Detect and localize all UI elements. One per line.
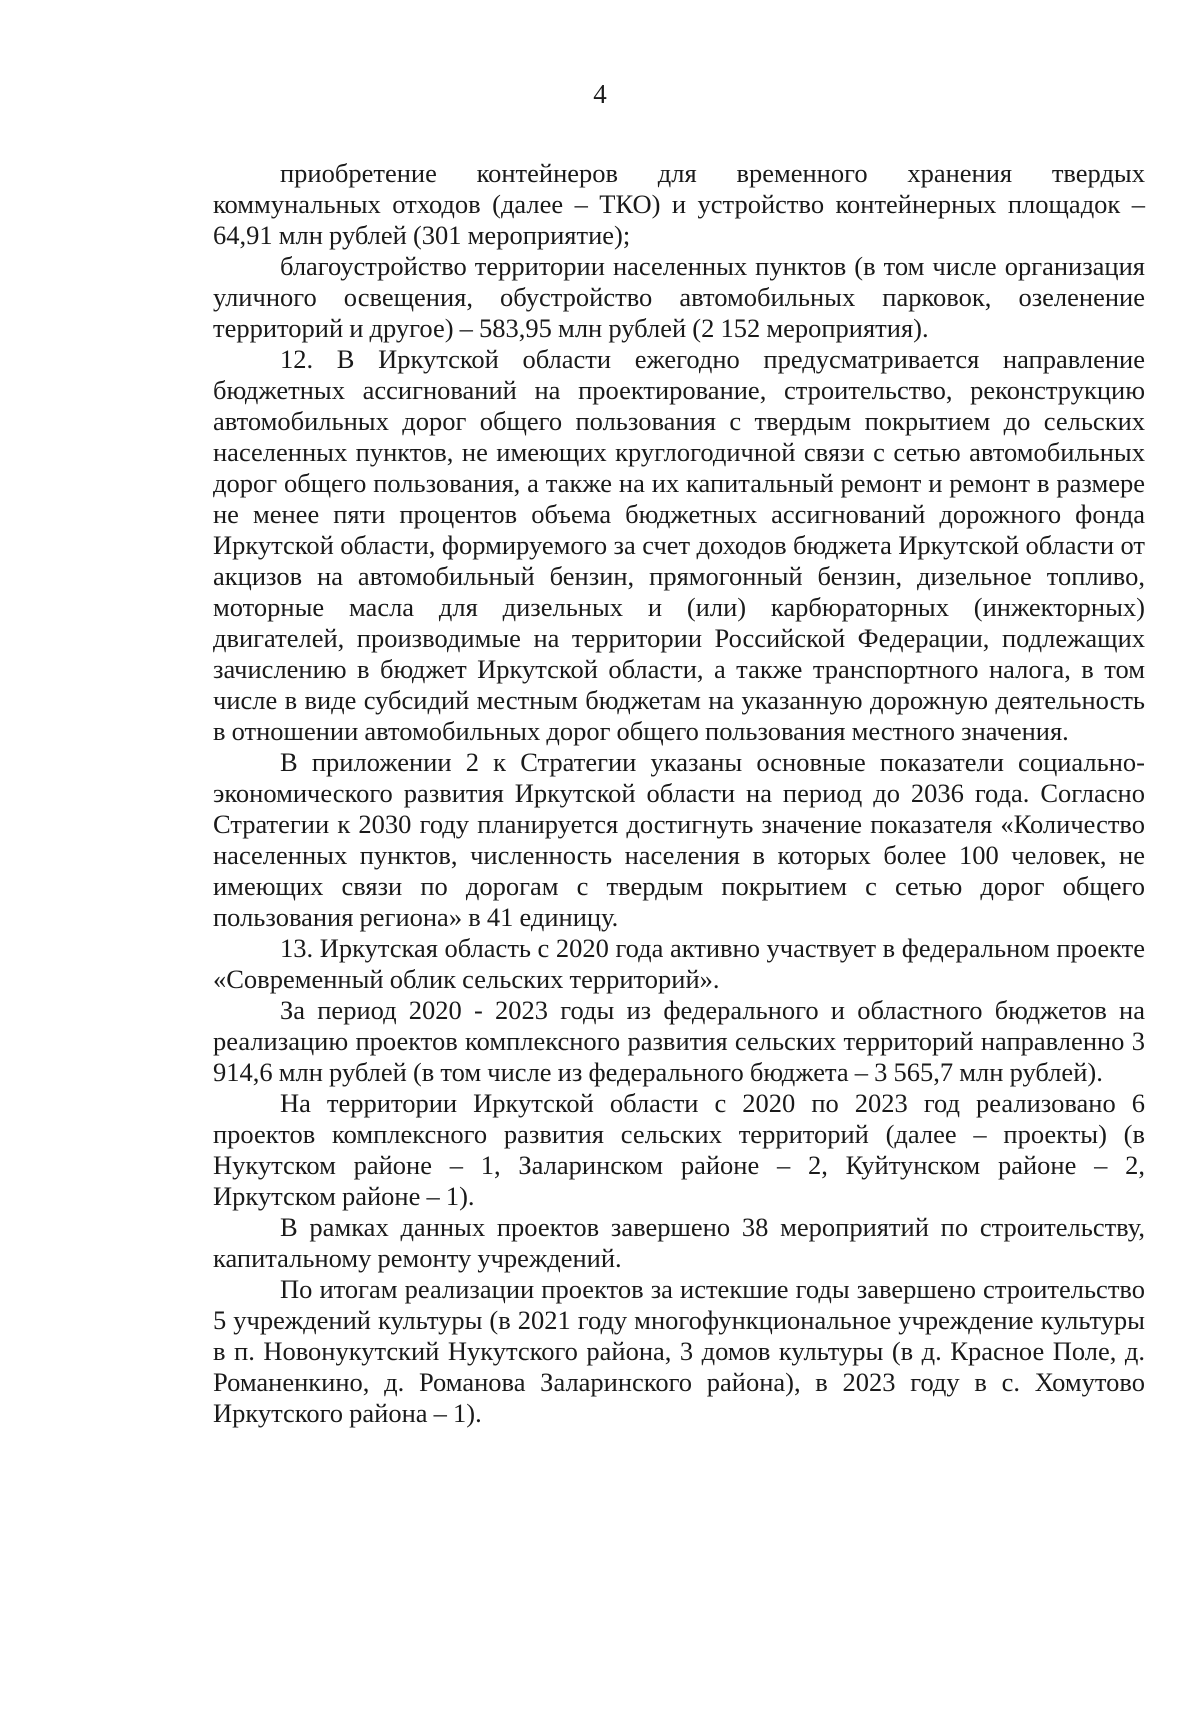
paragraph: благоустройство территории населенных пунктов (в том числе организация уличного освещения, обустройство автомобильных парковок, озеленение территорий и другое) – 583,95 млн рублей (2 152 мероприятия).: [213, 251, 1145, 343]
document-body: [213, 158, 1145, 1429]
paragraph: приобретение контейнеров для временного хранения твердых коммунальных отходов (далее – ТКО) и устройство контейнерных площадок – 64,91 млн рублей (301 мероприятие);: [213, 158, 1145, 250]
paragraph: В приложении 2 к Стратегии указаны основные показатели социально-экономического развития Иркутской области на период до 2036 года. Согласно Стратегии к 2030 году планируется достигнуть значение показателя «Количество населенных пунктов, численность населения в которых более 100 человек, не имеющих связи по дорогам с твердым покрытием с сетью дорог общего пользования региона» в 41 единицу.: [213, 747, 1145, 932]
paragraph: По итогам реализации проектов за истекшие годы завершено строительство 5 учреждений культуры (в 2021 году многофункциональное учреждение культуры в п. Новонукутский Нукутского района, 3 домов культуры (в д. Красное Поле, д. Романенкино, д. Романова Заларинского района), в 2023 году в с. Хомутово Иркутского района – 1).: [213, 1274, 1145, 1428]
paragraph: 13. Иркутская область с 2020 года активно участвует в федеральном проекте «Современный облик сельских территорий».: [213, 933, 1145, 994]
paragraph: За период 2020 - 2023 годы из федерального и областного бюджетов на реализацию проектов комплексного развития сельских территорий направленно 3 914,6 млн рублей (в том числе из федерального бюджета – 3 565,7 млн рублей).: [213, 995, 1145, 1087]
paragraph: В рамках данных проектов завершено 38 мероприятий по строительству, капитальному ремонту учреждений.: [213, 1212, 1145, 1273]
paragraph: 12. В Иркутской области ежегодно предусматривается направление бюджетных ассигнований на проектирование, строительство, реконструкцию автомобильных дорог общего пользования с твердым покрытием до сельских населенных пунктов, не имеющих круглогодичной связи с сетью автомобильных дорог общего пользования, а также на их капитальный ремонт и ремонт в размере не менее пяти процентов объема бюджетных ассигнований дорожного фонда Иркутской области, формируемого за счет доходов бюджета Иркутской области от акцизов на автомобильный бензин, прямогонный бензин, дизельное топливо, моторные масла для дизельных и (или) карбюраторных (инжекторных) двигателей, производимые на территории Российской Федерации, подлежащих зачислению в бюджет Иркутской области, а также транспортного налога, в том числе в виде субсидий местным бюджетам на указанную дорожную деятельность в отношении автомобильных дорог общего пользования местного значения.: [213, 344, 1145, 746]
page-number: 4: [593, 79, 607, 109]
paragraph: На территории Иркутской области с 2020 по 2023 год реализовано 6 проектов комплексного развития сельских территорий (далее – проекты) (в Нукутском районе – 1, Заларинском районе – 2, Куйтунском районе – 2, Иркутском районе – 1).: [213, 1088, 1145, 1211]
